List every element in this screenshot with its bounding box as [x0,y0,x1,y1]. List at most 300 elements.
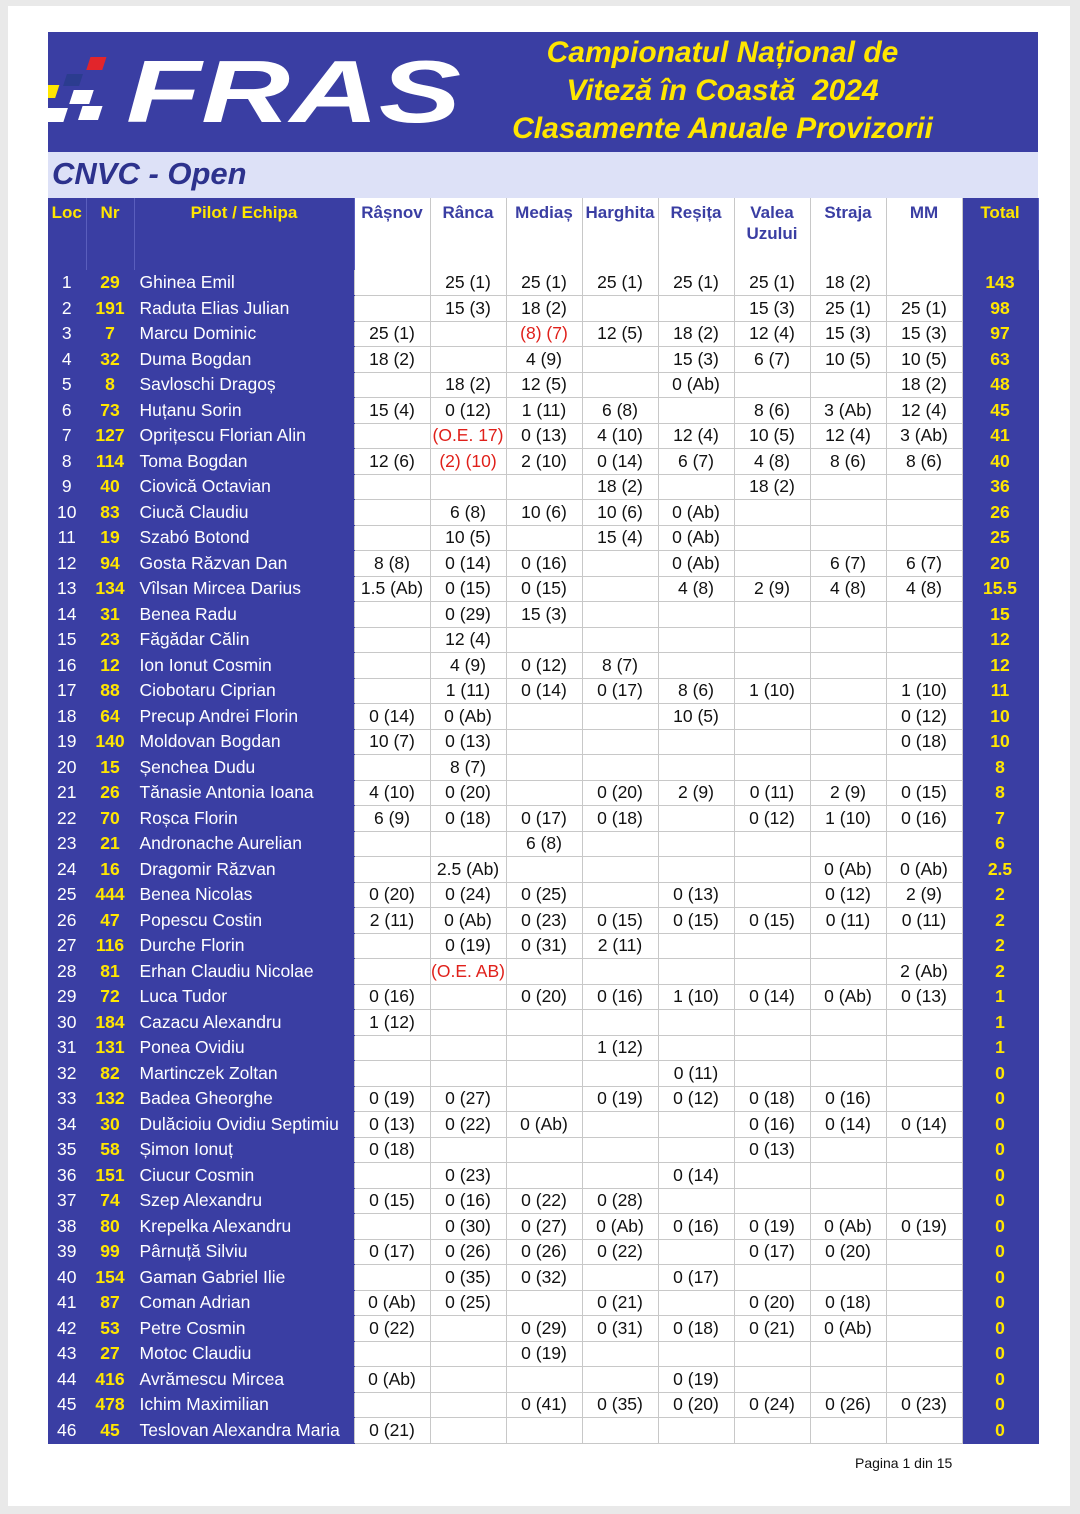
result-cell: 0 (18) [886,729,962,755]
rank-cell: 9 [48,474,86,500]
result-cell: 0 (20) [582,780,658,806]
result-cell [810,1367,886,1393]
total-cell: 10 [962,704,1038,730]
car-number-cell: 72 [86,984,134,1010]
result-cell [886,1061,962,1087]
result-cell: 0 (Ab) [886,857,962,883]
result-cell [354,959,430,985]
result-cell: 0 (Ab) [658,525,734,551]
result-cell [658,474,734,500]
result-cell: 12 (5) [506,372,582,398]
result-cell [506,627,582,653]
table-row [48,525,1038,551]
result-cell [582,602,658,628]
result-cell: 0 (19) [658,1367,734,1393]
pilot-name-cell: Ciovică Octavian [134,474,354,500]
result-cell: 0 (22) [354,1316,430,1342]
car-number-cell: 21 [86,831,134,857]
result-cell [886,1290,962,1316]
rank-cell: 37 [48,1188,86,1214]
result-cell: 0 (35) [430,1265,506,1291]
col-header-ranca: Rânca [430,198,506,270]
result-cell: 0 (25) [430,1290,506,1316]
col-header-harghita: Harghita [582,198,658,270]
table-row [48,474,1038,500]
total-cell: 1 [962,984,1038,1010]
col-header-valea-uzului: Valea Uzului [734,198,810,270]
result-cell: 4 (9) [506,347,582,373]
car-number-cell: 70 [86,806,134,832]
result-cell [582,627,658,653]
result-cell: 18 (2) [810,270,886,296]
car-number-cell: 116 [86,933,134,959]
result-cell [810,602,886,628]
result-cell: 0 (14) [886,1112,962,1138]
result-cell: 25 (1) [658,270,734,296]
result-cell: 0 (20) [354,882,430,908]
total-cell: 15.5 [962,576,1038,602]
car-number-cell: 40 [86,474,134,500]
result-cell [354,1163,430,1189]
result-cell: 0 (11) [734,780,810,806]
result-cell [886,831,962,857]
result-cell [734,372,810,398]
result-cell [582,1418,658,1444]
result-cell: 0 (15) [582,908,658,934]
car-number-cell: 32 [86,347,134,373]
result-cell [430,1392,506,1418]
result-cell: 25 (1) [810,296,886,322]
table-row [48,1188,1038,1214]
result-cell: (2) (10) [430,449,506,475]
pilot-name-cell: Szep Alexandru [134,1188,354,1214]
result-cell: 12 (4) [810,423,886,449]
car-number-cell: 82 [86,1061,134,1087]
result-cell [658,296,734,322]
rank-cell: 40 [48,1265,86,1291]
result-cell: 18 (2) [582,474,658,500]
result-cell [658,1341,734,1367]
total-cell: 1 [962,1035,1038,1061]
result-cell [354,372,430,398]
car-number-cell: 134 [86,576,134,602]
result-cell: 0 (24) [734,1392,810,1418]
result-cell [658,1239,734,1265]
total-cell: 8 [962,755,1038,781]
total-cell: 0 [962,1418,1038,1444]
table-row [48,704,1038,730]
rank-cell: 35 [48,1137,86,1163]
result-cell [734,755,810,781]
result-cell [734,704,810,730]
result-cell [886,1137,962,1163]
result-cell [658,1290,734,1316]
table-row [48,1061,1038,1087]
result-cell: 4 (8) [810,576,886,602]
total-cell: 0 [962,1086,1038,1112]
pilot-name-cell: Ichim Maximilian [134,1392,354,1418]
result-cell [354,653,430,679]
result-cell [658,959,734,985]
result-cell: 0 (Ab) [810,1214,886,1240]
result-cell [810,729,886,755]
car-number-cell: 416 [86,1367,134,1393]
result-cell: 0 (15) [354,1188,430,1214]
rank-cell: 19 [48,729,86,755]
fras-logo [48,40,468,140]
result-cell: 18 (2) [658,321,734,347]
result-cell: 0 (20) [430,780,506,806]
result-cell: 0 (16) [734,1112,810,1138]
total-cell: 0 [962,1367,1038,1393]
result-cell [506,1163,582,1189]
rank-cell: 20 [48,755,86,781]
result-cell: 6 (9) [354,806,430,832]
car-number-cell: 58 [86,1137,134,1163]
pilot-name-cell: Pârnuță Silviu [134,1239,354,1265]
result-cell: 0 (16) [810,1086,886,1112]
car-number-cell: 114 [86,449,134,475]
result-cell [658,602,734,628]
table-row [48,1163,1038,1189]
result-cell: 0 (14) [430,551,506,577]
result-cell: 0 (14) [734,984,810,1010]
result-cell [354,1265,430,1291]
pilot-name-cell: Marcu Dominic [134,321,354,347]
car-number-cell: 73 [86,398,134,424]
result-cell [886,474,962,500]
result-cell: 0 (19) [430,933,506,959]
rank-cell: 16 [48,653,86,679]
result-cell [506,1010,582,1036]
result-cell [582,1112,658,1138]
result-cell: 0 (18) [658,1316,734,1342]
result-cell: 12 (6) [354,449,430,475]
pilot-name-cell: Szabó Botond [134,525,354,551]
total-cell: 41 [962,423,1038,449]
result-cell [886,627,962,653]
title-line: Viteză în Coastă 2024 [566,74,879,107]
result-cell [810,1418,886,1444]
total-cell: 63 [962,347,1038,373]
pilot-name-cell: Tănasie Antonia Ioana [134,780,354,806]
table-row [48,959,1038,985]
page-number: Pagina 1 din 15 [855,1455,953,1471]
result-cell: 0 (18) [734,1086,810,1112]
rank-cell: 15 [48,627,86,653]
result-cell [734,1188,810,1214]
result-cell: 0 (16) [354,984,430,1010]
result-cell [886,933,962,959]
result-cell: 25 (1) [886,296,962,322]
result-cell: 0 (23) [506,908,582,934]
rank-cell: 33 [48,1086,86,1112]
result-cell: 1 (10) [886,678,962,704]
result-cell: 0 (18) [582,806,658,832]
result-cell [734,1265,810,1291]
car-number-cell: 151 [86,1163,134,1189]
result-cell [582,1341,658,1367]
total-cell: 97 [962,321,1038,347]
pilot-name-cell: Raduta Elias Julian [134,296,354,322]
result-cell [506,729,582,755]
car-number-cell: 87 [86,1290,134,1316]
pilot-name-cell: Benea Nicolas [134,882,354,908]
result-cell: 0 (Ab) [810,857,886,883]
pilot-name-cell: Erhan Claudiu Nicolae [134,959,354,985]
result-cell [430,1418,506,1444]
result-cell: 0 (14) [582,449,658,475]
total-cell: 0 [962,1112,1038,1138]
result-cell: 0 (15) [430,576,506,602]
col-header-nr: Nr [86,198,134,270]
rank-cell: 7 [48,423,86,449]
result-cell: 1 (11) [506,398,582,424]
result-cell: 0 (14) [354,704,430,730]
table-row [48,831,1038,857]
result-cell [658,1137,734,1163]
table-row [48,398,1038,424]
result-cell: 15 (3) [886,321,962,347]
result-cell [582,372,658,398]
pilot-name-cell: Moldovan Bogdan [134,729,354,755]
result-cell: 0 (24) [430,882,506,908]
table-row [48,1137,1038,1163]
pilot-name-cell: Duma Bogdan [134,347,354,373]
table-row [48,1010,1038,1036]
result-cell [734,551,810,577]
result-cell: 2 (11) [582,933,658,959]
car-number-cell: 154 [86,1265,134,1291]
pilot-name-cell: Huțanu Sorin [134,398,354,424]
pilot-name-cell: Dragomir Răzvan [134,857,354,883]
result-cell: 0 (22) [430,1112,506,1138]
result-cell: 0 (18) [354,1137,430,1163]
result-cell [810,831,886,857]
rank-cell: 42 [48,1316,86,1342]
result-cell: 0 (Ab) [354,1367,430,1393]
car-number-cell: 184 [86,1010,134,1036]
table-row [48,1214,1038,1240]
result-cell [810,500,886,526]
total-cell: 48 [962,372,1038,398]
result-cell: 0 (17) [354,1239,430,1265]
rank-cell: 23 [48,831,86,857]
result-cell [506,525,582,551]
result-cell [582,551,658,577]
result-cell: 10 (5) [810,347,886,373]
result-cell: 15 (4) [354,398,430,424]
result-cell: 25 (1) [582,270,658,296]
result-cell [734,1367,810,1393]
result-cell [582,857,658,883]
result-cell [810,1137,886,1163]
result-cell [582,729,658,755]
result-cell: 0 (14) [810,1112,886,1138]
result-cell: 0 (17) [734,1239,810,1265]
result-cell: 0 (35) [582,1392,658,1418]
total-cell: 0 [962,1163,1038,1189]
result-cell: 0 (14) [506,678,582,704]
result-cell [582,704,658,730]
result-cell: 0 (Ab) [430,704,506,730]
total-cell: 45 [962,398,1038,424]
result-cell: 4 (8) [886,576,962,602]
pilot-name-cell: Krepelka Alexandru [134,1214,354,1240]
result-cell: 25 (1) [506,270,582,296]
result-cell: 0 (31) [506,933,582,959]
result-cell: 0 (16) [582,984,658,1010]
result-cell [734,857,810,883]
col-header-straja: Straja [810,198,886,270]
result-cell: 0 (22) [506,1188,582,1214]
result-cell: 0 (21) [354,1418,430,1444]
result-cell: 0 (16) [658,1214,734,1240]
result-cell [734,959,810,985]
result-cell: 2 (11) [354,908,430,934]
result-cell: 0 (21) [582,1290,658,1316]
table-row [48,729,1038,755]
result-cell: 0 (13) [658,882,734,908]
result-cell: 8 (6) [658,678,734,704]
total-cell: 11 [962,678,1038,704]
pilot-name-cell: Oprițescu Florian Alin [134,423,354,449]
result-cell [582,831,658,857]
result-cell: 12 (5) [582,321,658,347]
table-row [48,1290,1038,1316]
result-cell [506,1290,582,1316]
result-cell: 12 (4) [658,423,734,449]
result-cell: 1 (11) [430,678,506,704]
rank-cell: 36 [48,1163,86,1189]
result-cell [354,1392,430,1418]
result-cell [810,959,886,985]
result-cell [810,474,886,500]
result-cell [734,1163,810,1189]
table-row [48,1035,1038,1061]
result-cell [658,1112,734,1138]
car-number-cell: 80 [86,1214,134,1240]
result-cell: 0 (17) [506,806,582,832]
rank-cell: 8 [48,449,86,475]
result-cell [734,653,810,679]
result-cell [886,1418,962,1444]
total-cell: 12 [962,627,1038,653]
result-cell [430,1137,506,1163]
result-cell [658,857,734,883]
result-cell [886,500,962,526]
result-cell [658,729,734,755]
car-number-cell: 74 [86,1188,134,1214]
result-cell: 0 (20) [658,1392,734,1418]
total-cell: 0 [962,1061,1038,1087]
table-row [48,882,1038,908]
result-cell [430,474,506,500]
car-number-cell: 132 [86,1086,134,1112]
car-number-cell: 478 [86,1392,134,1418]
result-cell: 0 (13) [886,984,962,1010]
result-cell: 0 (25) [506,882,582,908]
total-cell: 40 [962,449,1038,475]
result-cell [582,1061,658,1087]
result-cell: 18 (2) [734,474,810,500]
result-cell: 2 (Ab) [886,959,962,985]
result-cell: 1 (10) [810,806,886,832]
result-cell [658,755,734,781]
table-row [48,678,1038,704]
result-cell: 0 (29) [506,1316,582,1342]
result-cell: 2 (9) [810,780,886,806]
result-cell [430,1035,506,1061]
title-line: Clasamente Anuale Provizorii [512,112,933,145]
rank-cell: 17 [48,678,86,704]
total-cell: 0 [962,1137,1038,1163]
result-cell [886,1188,962,1214]
result-cell: 0 (13) [430,729,506,755]
result-cell: 0 (16) [430,1188,506,1214]
total-cell: 8 [962,780,1038,806]
result-cell [430,1061,506,1087]
result-cell: 0 (13) [734,1137,810,1163]
pilot-name-cell: Petre Cosmin [134,1316,354,1342]
result-cell [734,1418,810,1444]
result-cell: 0 (19) [354,1086,430,1112]
result-cell: 2 (10) [506,449,582,475]
table-row [48,296,1038,322]
result-cell [734,525,810,551]
result-cell [658,933,734,959]
result-cell: 0 (41) [506,1392,582,1418]
car-number-cell: 444 [86,882,134,908]
result-cell: 0 (30) [430,1214,506,1240]
rank-cell: 45 [48,1392,86,1418]
result-cell [810,755,886,781]
car-number-cell: 131 [86,1035,134,1061]
result-cell: 10 (5) [430,525,506,551]
result-cell: 0 (29) [430,602,506,628]
result-cell: 0 (Ab) [582,1214,658,1240]
rank-cell: 31 [48,1035,86,1061]
result-cell [354,1061,430,1087]
result-cell [582,1163,658,1189]
result-cell [886,270,962,296]
result-cell: 8 (6) [886,449,962,475]
rank-cell: 2 [48,296,86,322]
result-cell [658,653,734,679]
result-cell [658,806,734,832]
table-row [48,984,1038,1010]
rank-cell: 26 [48,908,86,934]
result-cell: 3 (Ab) [886,423,962,449]
result-cell [810,1163,886,1189]
result-cell: 0 (19) [582,1086,658,1112]
rank-cell: 34 [48,1112,86,1138]
rank-cell: 38 [48,1214,86,1240]
result-cell: 0 (20) [506,984,582,1010]
result-cell [810,678,886,704]
total-cell: 0 [962,1392,1038,1418]
pilot-name-cell: Savloschi Dragoș [134,372,354,398]
car-number-cell: 23 [86,627,134,653]
pilot-name-cell: Coman Adrian [134,1290,354,1316]
rank-cell: 43 [48,1341,86,1367]
result-cell: 0 (23) [430,1163,506,1189]
rank-cell: 1 [48,270,86,296]
car-number-cell: 94 [86,551,134,577]
total-cell: 6 [962,831,1038,857]
result-cell [582,1137,658,1163]
result-cell [810,1061,886,1087]
